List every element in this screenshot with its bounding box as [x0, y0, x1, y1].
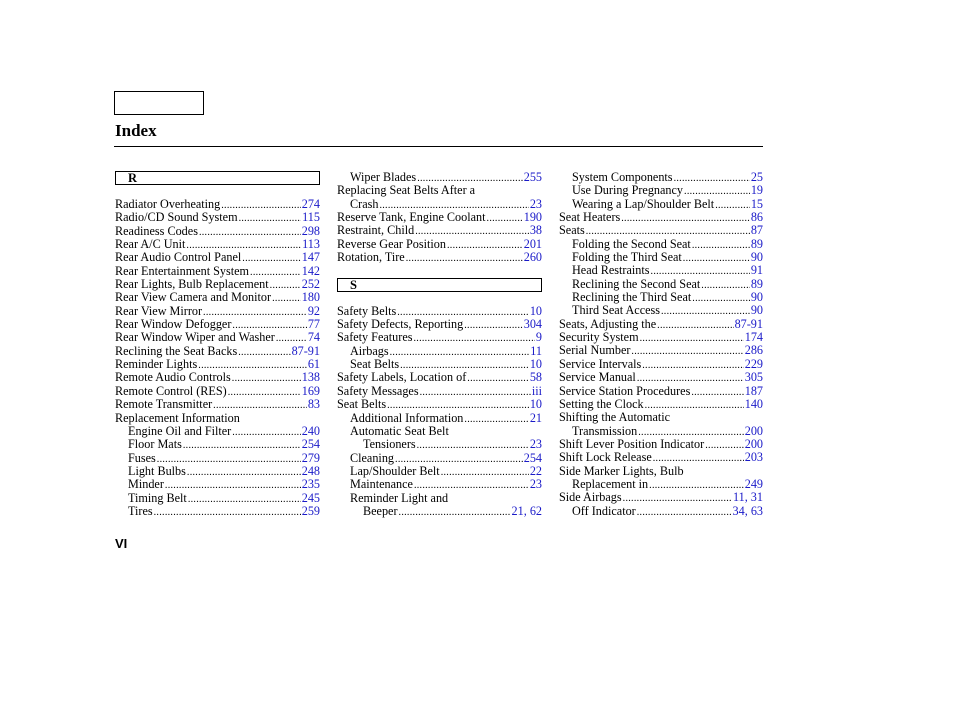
page-link[interactable]: 245 [301, 490, 320, 505]
index-entry [337, 184, 542, 197]
index-column-1 [115, 171, 320, 518]
index-entry [559, 411, 763, 424]
index-entry [115, 358, 320, 371]
entry-label: Replacement Information [115, 410, 240, 425]
entry-label: Reserve Tank, Engine Coolant [337, 210, 486, 225]
entry-label: Use During Pregnancy [572, 183, 684, 198]
entry-label: Reclining the Third Seat [572, 290, 692, 305]
index-entry [337, 211, 542, 224]
leader-dots [640, 332, 744, 345]
page-link[interactable]: 305 [744, 370, 763, 385]
entry-label: Maintenance [350, 477, 413, 492]
index-entry [559, 304, 763, 317]
entry-label: Side Airbags [559, 490, 622, 505]
index-entry [115, 425, 320, 438]
leader-dots [464, 319, 522, 332]
page-link[interactable]: 21 [529, 410, 542, 425]
leader-dots [447, 239, 523, 252]
index-entry [115, 251, 320, 264]
entry-label: Replacing Seat Belts After a [337, 183, 476, 198]
leader-dots [187, 466, 301, 479]
page-link[interactable]: 169 [301, 383, 320, 398]
entry-label: Rear View Camera and Monitor [115, 290, 272, 305]
page-link[interactable]: 23 [529, 437, 542, 452]
index-entry [337, 224, 542, 237]
leader-dots [674, 172, 750, 185]
entry-label: Additional Information [350, 410, 464, 425]
leader-dots [154, 506, 301, 519]
page-link[interactable]: 10 [529, 397, 542, 412]
entry-label: Wiper Blades [350, 170, 417, 184]
entry-label: Seat Belts [350, 357, 400, 372]
index-entry [337, 345, 542, 358]
index-entry [559, 385, 763, 398]
page-link[interactable]: 255 [523, 170, 542, 184]
index-entry [559, 291, 763, 304]
index-entry [559, 211, 763, 224]
entry-label: Shift Lever Position Indicator [559, 436, 705, 451]
leader-dots [621, 212, 750, 225]
page-link[interactable]: 90 [750, 290, 763, 305]
index-entry [337, 452, 542, 465]
page-link[interactable]: 74 [307, 330, 320, 345]
page-link[interactable]: 279 [301, 450, 320, 465]
leader-dots [715, 199, 750, 212]
page-link[interactable]: 15 [750, 196, 763, 211]
entry-label: Remote Transmitter [115, 397, 213, 412]
page-link[interactable]: 89 [750, 276, 763, 291]
index-entry [337, 465, 542, 478]
page-link[interactable]: 22 [529, 463, 542, 478]
entry-label: Crash [350, 196, 379, 211]
entry-label: Radiator Overheating [115, 197, 221, 211]
page-link[interactable]: 10 [529, 357, 542, 372]
index-entry [337, 331, 542, 344]
spacer [337, 264, 542, 277]
index-entry [337, 305, 542, 318]
index-entry [559, 465, 763, 478]
index-entry [559, 198, 763, 211]
page-link[interactable]: 286 [744, 343, 763, 358]
index-entry [115, 238, 320, 251]
leader-dots [692, 239, 750, 252]
entry-label: Safety Labels, Location of [337, 370, 467, 385]
entry-label: Service Manual [559, 370, 636, 385]
entry-label: Side Marker Lights, Bulb [559, 463, 684, 478]
entry-label: System Components [572, 170, 673, 184]
leader-dots [649, 479, 744, 492]
entry-label: Safety Belts [337, 303, 397, 318]
page-link[interactable]: 58 [529, 370, 542, 385]
page-link[interactable]: 260 [523, 250, 542, 265]
entry-label: Readiness Codes [115, 223, 198, 238]
index-entry [115, 305, 320, 318]
index-entry [337, 171, 542, 184]
page-link[interactable]: 92 [307, 303, 320, 318]
entry-label: Airbags [350, 343, 389, 358]
index-entry [115, 265, 320, 278]
index-entry [559, 425, 763, 438]
leader-dots [238, 346, 290, 359]
page-link[interactable]: 248 [301, 463, 320, 478]
leader-dots [642, 359, 743, 372]
page-link[interactable]: 200 [744, 436, 763, 451]
index-entry [559, 398, 763, 411]
page-link[interactable]: 252 [301, 277, 320, 292]
entry-label: Reminder Light and [350, 490, 449, 505]
entry-label: Rear Entertainment System [115, 263, 250, 278]
index-entry [115, 452, 320, 465]
index-entry [115, 492, 320, 505]
entry-label: Engine Oil and Filter [128, 423, 232, 438]
entry-label: Rear Audio Control Panel [115, 250, 242, 265]
page-link[interactable]: 38 [529, 223, 542, 238]
index-entry [559, 358, 763, 371]
leader-dots [420, 386, 531, 399]
entry-label: Seat Belts [337, 397, 387, 412]
page-link[interactable]: 90 [750, 303, 763, 318]
entry-label: Rear Window Wiper and Washer [115, 330, 275, 345]
entry-label: Fuses [128, 450, 156, 465]
index-entry [559, 438, 763, 451]
index-entry [115, 318, 320, 331]
page-link[interactable]: 115 [302, 210, 320, 225]
index-entry [337, 398, 542, 411]
page-link[interactable]: 304 [523, 317, 542, 332]
entry-label: Beeper [363, 503, 398, 518]
page-link[interactable]: 200 [744, 423, 763, 438]
index-entry [115, 225, 320, 238]
entry-label: Rotation, Tire [337, 250, 405, 265]
index-entry [559, 318, 763, 331]
index-entry [115, 398, 320, 411]
entry-label: Folding the Third Seat [572, 250, 682, 265]
entry-label: Reclining the Second Seat [572, 276, 701, 291]
letter-header-s: S [337, 278, 542, 292]
index-entry [559, 171, 763, 184]
index-entry [115, 278, 320, 291]
entry-label: Floor Mats [128, 437, 182, 452]
page-link[interactable]: 254 [523, 450, 542, 465]
page-link[interactable]: 10 [529, 303, 542, 318]
index-entry [115, 345, 320, 358]
page-link[interactable]: 140 [744, 396, 763, 411]
entry-label: Head Restraints [572, 263, 650, 278]
leader-dots [683, 252, 750, 265]
index-entry [115, 331, 320, 344]
entry-label: Safety Features [337, 330, 413, 345]
title-rule [114, 146, 763, 147]
page-link[interactable]: 91 [750, 263, 763, 278]
entry-list [559, 171, 763, 518]
leader-dots [464, 413, 528, 426]
entry-label: Folding the Second Seat [572, 236, 691, 251]
leader-dots [467, 372, 529, 385]
leader-dots [631, 345, 743, 358]
page-link[interactable]: 190 [523, 210, 542, 225]
entry-label: Cleaning [350, 450, 395, 465]
page-link[interactable]: 86 [750, 210, 763, 225]
index-entry [115, 412, 320, 425]
entry-label: Radio/CD Sound System [115, 210, 238, 225]
leader-dots [232, 426, 300, 439]
page-link[interactable]: 87-91 [734, 316, 763, 331]
page-link[interactable]: 138 [301, 370, 320, 385]
entry-label: Seat Heaters [559, 210, 621, 225]
page-link[interactable]: 249 [744, 476, 763, 491]
entry-label: Wearing a Lap/Shoulder Belt [572, 196, 715, 211]
entry-label: Restraint, Child [337, 223, 415, 238]
entry-label: Tensioners [363, 437, 416, 452]
index-entry [337, 238, 542, 251]
entry-label: Reclining the Seat Backs [115, 343, 238, 358]
leader-dots [692, 292, 750, 305]
leader-dots [657, 319, 733, 332]
leader-dots [272, 292, 301, 305]
index-entry [337, 371, 542, 384]
index-entry [559, 451, 763, 464]
leader-dots [623, 492, 732, 505]
page-link[interactable]: 90 [750, 250, 763, 265]
entry-label: Remote Control (RES) [115, 383, 227, 398]
entry-label: Setting the Clock [559, 396, 644, 411]
index-entry [337, 358, 542, 371]
leader-dots [487, 212, 523, 225]
leader-dots [390, 346, 530, 359]
page-number: VI [115, 536, 128, 551]
page-link[interactable]: 23 [529, 196, 542, 211]
leader-dots [239, 212, 302, 225]
entry-label: Service Intervals [559, 356, 642, 371]
index-entry [115, 478, 320, 491]
entry-label: Shift Lock Release [559, 450, 652, 465]
page-link[interactable]: 11, 31 [732, 490, 763, 505]
page-link[interactable]: 254 [301, 437, 320, 452]
page-link[interactable]: 21, 62 [511, 503, 542, 518]
index-column-3 [559, 171, 763, 518]
page-link[interactable]: 83 [307, 397, 320, 412]
page-link[interactable]: 229 [744, 356, 763, 371]
entry-label: Rear Window Defogger [115, 317, 232, 332]
page-link[interactable]: 147 [301, 250, 320, 265]
leader-dots [270, 279, 301, 292]
index-entry [559, 344, 763, 357]
entry-label: Third Seat Access [572, 303, 660, 318]
index-entry [337, 385, 542, 398]
entry-label: Seats, Adjusting the [559, 316, 657, 331]
entry-label: Off Indicator [572, 503, 636, 518]
leader-dots [441, 466, 529, 479]
entry-label: Service Station Procedures [559, 383, 691, 398]
leader-dots [417, 439, 529, 452]
index-entry [115, 505, 320, 518]
entry-label: Safety Messages [337, 383, 419, 398]
index-entry [115, 438, 320, 451]
index-entry [337, 318, 542, 331]
page-link[interactable]: 235 [301, 477, 320, 492]
leader-dots [701, 279, 750, 292]
page-link[interactable]: 201 [523, 236, 542, 251]
index-entry [337, 198, 542, 211]
entry-list [337, 305, 542, 519]
index-entry [337, 438, 542, 451]
page-link[interactable]: 34, 63 [732, 503, 763, 518]
leader-dots [228, 386, 301, 399]
index-entry [115, 198, 320, 211]
index-entry [337, 412, 542, 425]
index-entry [559, 505, 763, 518]
page-link[interactable]: 61 [307, 357, 320, 372]
entry-label: Remote Audio Controls [115, 370, 231, 385]
entry-label: Reverse Gear Position [337, 236, 446, 251]
page-link[interactable]: 19 [750, 183, 763, 198]
entry-label: Rear View Mirror [115, 303, 203, 318]
page-link[interactable]: 240 [301, 423, 320, 438]
leader-dots [242, 252, 300, 265]
leader-dots [232, 372, 301, 385]
entry-label: Shifting the Automatic [559, 410, 671, 425]
index-entry [559, 278, 763, 291]
index-entry [559, 264, 763, 277]
page-link[interactable]: 9 [535, 330, 542, 345]
entry-label: Light Bulbs [128, 463, 186, 478]
page-link[interactable]: 142 [301, 263, 320, 278]
page-link[interactable]: 25 [750, 170, 763, 184]
index-entry [559, 251, 763, 264]
leader-dots [406, 252, 523, 265]
page-link[interactable]: 87-91 [291, 343, 320, 358]
entry-label: Serial Number [559, 343, 631, 358]
index-entry [559, 238, 763, 251]
index-column-2 [337, 171, 542, 518]
page-link[interactable]: 87 [750, 223, 763, 238]
index-entry [337, 478, 542, 491]
entry-list [337, 171, 542, 264]
leader-dots [637, 506, 732, 519]
index-entry [337, 492, 542, 505]
entry-label: Tires [128, 503, 153, 518]
entry-label: Reminder Lights [115, 357, 198, 372]
index-entry [559, 224, 763, 237]
leader-dots [691, 386, 743, 399]
section-tab-box [114, 91, 204, 115]
page-link[interactable]: iii [531, 383, 542, 398]
page-link[interactable]: 203 [744, 450, 763, 465]
entry-label: Rear Lights, Bulb Replacement [115, 277, 269, 292]
page-link[interactable]: 259 [301, 503, 320, 518]
index-entry [115, 211, 320, 224]
page-link[interactable]: 174 [744, 330, 763, 345]
page-link[interactable]: 298 [301, 223, 320, 238]
entry-label: Safety Defects, Reporting [337, 317, 464, 332]
entry-list [115, 198, 320, 518]
index-entry [337, 425, 542, 438]
leader-dots [399, 506, 511, 519]
entry-label: Automatic Seat Belt [350, 423, 449, 438]
page-link[interactable]: 274 [301, 197, 320, 211]
leader-dots [199, 226, 301, 239]
index-entry [559, 491, 763, 504]
page-link[interactable]: 77 [307, 317, 320, 332]
index-entry [115, 291, 320, 304]
entry-label: Rear A/C Unit [115, 237, 186, 252]
page-title: Index [115, 121, 157, 140]
index-entry [115, 465, 320, 478]
entry-label: Replacement in [572, 476, 649, 491]
index-entry [559, 478, 763, 491]
page-link[interactable]: 23 [529, 477, 542, 492]
entry-label: Minder [128, 477, 164, 492]
index-entry [337, 505, 542, 518]
page-link[interactable]: 187 [744, 383, 763, 398]
index-entry [115, 371, 320, 384]
entry-label: Seats [559, 223, 585, 238]
leader-dots [183, 439, 301, 452]
leader-dots [413, 332, 534, 345]
page-link[interactable]: 89 [750, 236, 763, 251]
entry-label: Timing Belt [128, 490, 187, 505]
index-entry [559, 184, 763, 197]
page-link[interactable]: 180 [301, 290, 320, 305]
entry-label: Transmission [572, 423, 638, 438]
page-link[interactable]: 11 [530, 343, 542, 358]
leader-dots [188, 493, 301, 506]
letter-header-r: R [115, 171, 320, 185]
index-entry [115, 385, 320, 398]
index-entry [559, 371, 763, 384]
entry-label: Security System [559, 330, 639, 345]
leader-dots [705, 439, 744, 452]
entry-label: Lap/Shoulder Belt [350, 463, 440, 478]
index-entry [559, 331, 763, 344]
index-entry [337, 251, 542, 264]
page-link[interactable]: 113 [302, 237, 320, 252]
